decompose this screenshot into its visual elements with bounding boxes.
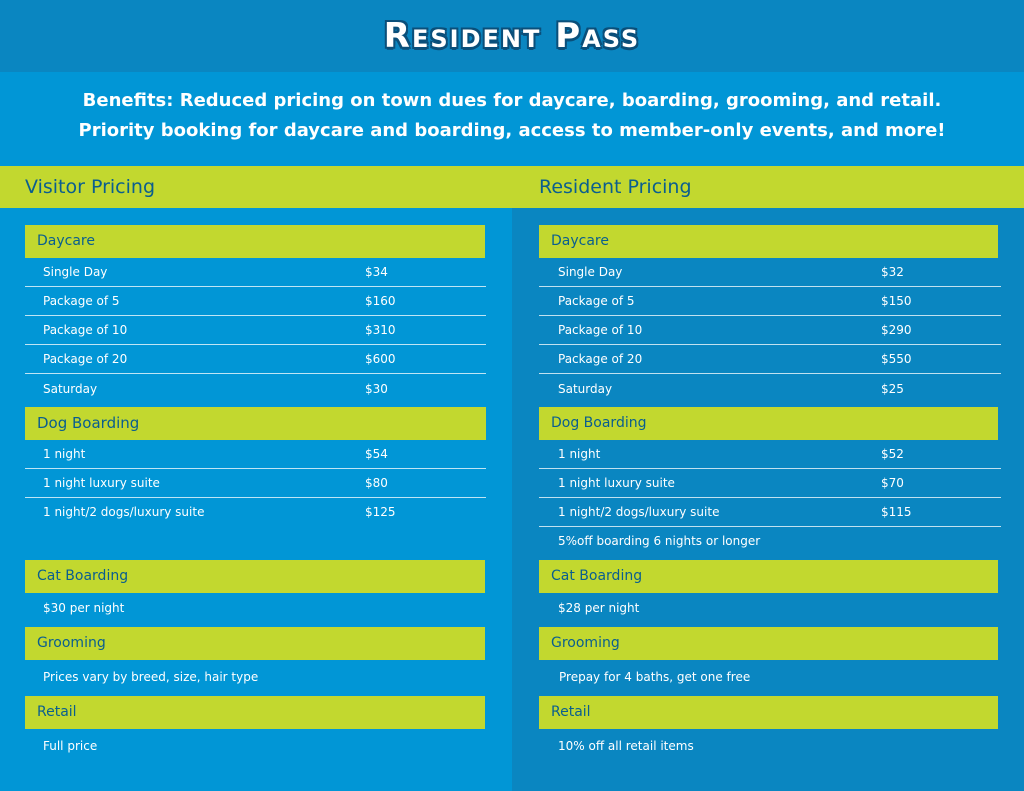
resident-dog-boarding-header: Dog Boarding [539,407,998,440]
resident-retail-note: 10% off all retail items [558,739,694,753]
row-price: $290 [881,323,912,337]
benefits-line-2: Priority booking for daycare and boarding, access to member-only events, and more! [78,120,946,141]
table-row [25,287,486,316]
row-price: $80 [365,476,388,490]
visitor-retail-note: Full price [43,739,98,753]
benefits-text [0,86,1024,146]
visitor-cat-boarding-note: $30 per night [43,601,125,615]
table-row [25,440,486,469]
row-label: Saturday [558,382,613,396]
table-row [539,345,1001,374]
table-row [539,498,1001,527]
row-price: $25 [881,382,904,396]
table-row [25,498,486,527]
row-price: $115 [881,505,912,519]
table-row [25,345,486,374]
row-label: 5%off boarding 6 nights or longer [558,534,761,548]
row-price: $160 [365,294,396,308]
table-row [25,258,486,287]
title-bar [0,0,1024,72]
resident-grooming-note: Prepay for 4 baths, get one free [559,670,751,684]
row-price: $32 [881,265,904,279]
row-label: Single Day [558,265,623,279]
row-label: Package of 5 [43,294,120,308]
row-price: $310 [365,323,396,337]
row-label: 1 night/2 dogs/luxury suite [558,505,720,519]
row-price: $30 [365,382,388,396]
visitor-daycare-header: Daycare [25,225,485,258]
row-price: $125 [365,505,396,519]
row-label: Package of 10 [43,323,128,337]
table-row [25,316,486,345]
table-row [539,258,1001,287]
row-label: Package of 20 [43,352,128,366]
table-row [539,440,1001,469]
table-row [539,316,1001,345]
benefits-line-1: Benefits: Reduced pricing on town dues for daycare, boarding, grooming, and retail. [82,90,942,111]
visitor-retail-header: Retail [25,696,485,729]
table-row [539,469,1001,498]
row-price: $34 [365,265,388,279]
row-label: 1 night luxury suite [43,476,160,490]
resident-retail-header: Retail [539,696,998,729]
row-label: 1 night [558,447,601,461]
row-label: 1 night [43,447,86,461]
row-price: $52 [881,447,904,461]
row-label: 1 night luxury suite [558,476,675,490]
row-price: $600 [365,352,396,366]
visitor-dog-boarding-header: Dog Boarding [25,407,486,440]
visitor-pricing-heading: Visitor Pricing [25,176,156,198]
resident-daycare-header: Daycare [539,225,998,258]
resident-grooming-header: Grooming [539,627,998,660]
visitor-cat-boarding-header: Cat Boarding [25,560,485,593]
table-row [539,527,1001,556]
table-row [539,375,1001,404]
row-label: Single Day [43,265,108,279]
row-price: $150 [881,294,912,308]
row-label: Package of 20 [558,352,643,366]
row-label: 1 night/2 dogs/luxury suite [43,505,205,519]
visitor-grooming-note: Prices vary by breed, size, hair type [43,670,259,684]
table-row [25,469,486,498]
resident-cat-boarding-header: Cat Boarding [539,560,998,593]
resident-pricing-heading: Resident Pricing [539,176,692,198]
row-label: Package of 10 [558,323,643,337]
row-price: $54 [365,447,388,461]
row-label: Package of 5 [558,294,635,308]
table-row [25,375,486,404]
visitor-grooming-header: Grooming [25,627,485,660]
resident-cat-boarding-note: $28 per night [558,601,640,615]
row-label: Saturday [43,382,98,396]
table-row [539,287,1001,316]
row-price: $70 [881,476,904,490]
row-price: $550 [881,352,912,366]
page-title: Resident Pass [383,16,641,56]
